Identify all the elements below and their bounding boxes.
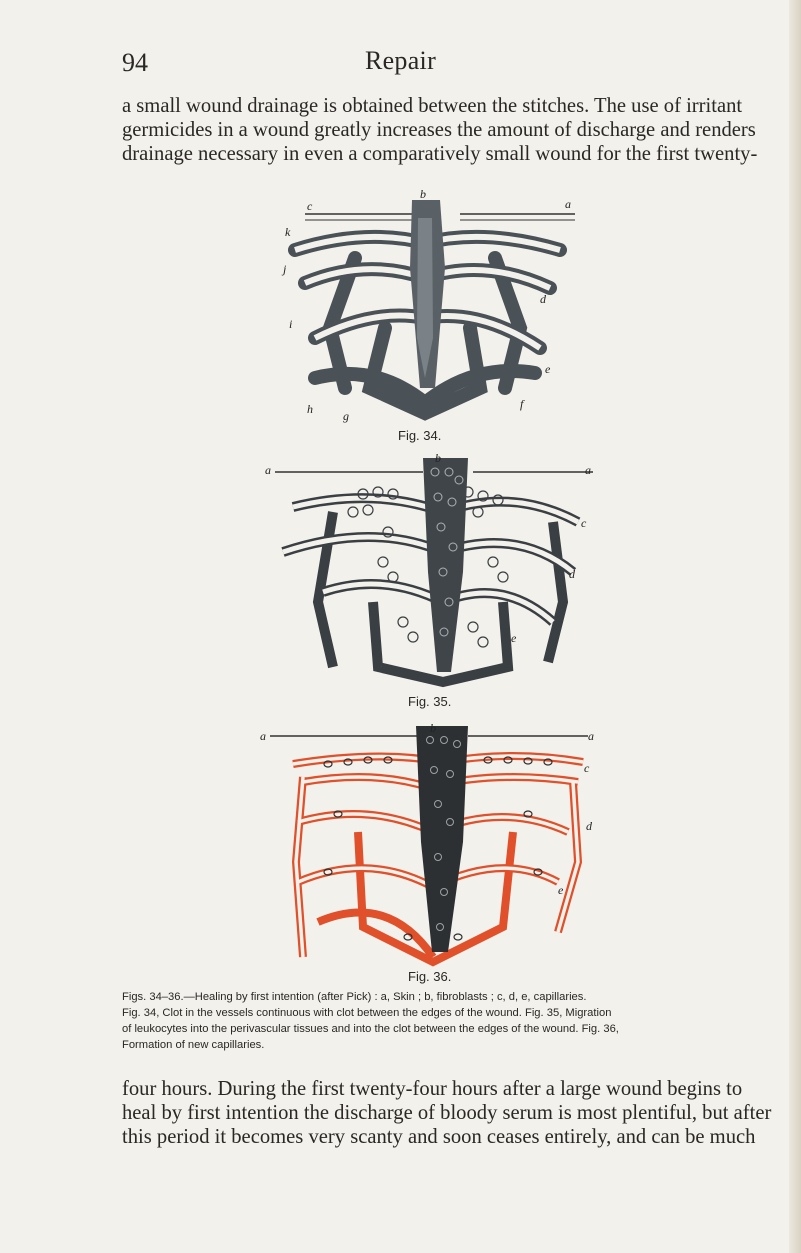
fig36-label-b: b	[430, 722, 436, 735]
fig34-label-i: i	[289, 317, 293, 331]
fig36-caption: Fig. 36.	[408, 969, 452, 984]
page-number: 94	[122, 48, 148, 77]
text-line: heal by first intention the discharge of bloody serum is most plentiful, but after	[122, 1102, 772, 1124]
running-head: Repair	[364, 46, 437, 75]
fig34-caption: Fig. 34.	[398, 428, 442, 443]
fig34-label-k: k	[285, 225, 291, 239]
fig36-label-c: c	[584, 761, 590, 775]
fig34-label-c: c	[307, 199, 313, 213]
caption-line: Formation of new capillaries.	[122, 1039, 265, 1051]
text-line: a small wound drainage is obtained between the stitches. The use of irritant	[122, 95, 743, 117]
fig34-label-g: g	[343, 409, 349, 423]
fig36-label-a-right: a	[588, 729, 594, 743]
fig34-label-h: h	[307, 402, 313, 416]
text-line: drainage necessary in even a comparatively small wound for the first twenty-	[122, 143, 758, 165]
caption-line: Figs. 34–36.—Healing by first intention (after Pick) : a, Skin ; b, fibroblasts ; c, d, e, capillaries.	[122, 991, 587, 1003]
caption-line: Fig. 34, Clot in the vessels continuous with clot between the edges of the wound. Fig. 35, Migration	[122, 1007, 612, 1019]
body-text-top	[122, 94, 758, 166]
fig34-label-j: j	[283, 262, 287, 276]
fig36-label-a-left: a	[260, 729, 266, 743]
fig34-label-f: f	[520, 397, 524, 411]
fig35-caption: Fig. 35.	[408, 694, 452, 709]
fig35-label-e: e	[511, 631, 517, 645]
body-text-bottom	[122, 1077, 772, 1149]
fig35-label-a-right: a	[585, 463, 591, 477]
figure-caption	[122, 989, 738, 1053]
fig36-label-d: d	[586, 819, 592, 833]
text-line: four hours. During the first twenty-four hours after a large wound begins to	[122, 1078, 743, 1100]
fig35-label-b: b	[435, 452, 441, 465]
caption-line: of leukocytes into the perivascular tissues and into the clot between the edges of the wound. Fig. 36,	[122, 1023, 619, 1035]
fig34-label-e: e	[545, 362, 551, 376]
figure-34	[275, 188, 575, 428]
figure-36	[258, 722, 598, 970]
text-line: germicides in a wound greatly increases the amount of discharge and renders	[122, 119, 756, 141]
fig34-label-b: b	[420, 188, 426, 201]
fig35-label-c: c	[581, 516, 587, 530]
fig35-label-a-left: a	[265, 463, 271, 477]
fig36-label-e: e	[558, 883, 564, 897]
text-line: this period it becomes very scanty and soon ceases entirely, and can be much	[122, 1126, 756, 1148]
fig34-label-a: a	[565, 197, 571, 211]
fig35-label-d: d	[569, 567, 575, 581]
page-edge	[789, 0, 801, 1253]
fig34-label-d: d	[540, 292, 546, 306]
figure-35	[263, 452, 593, 694]
